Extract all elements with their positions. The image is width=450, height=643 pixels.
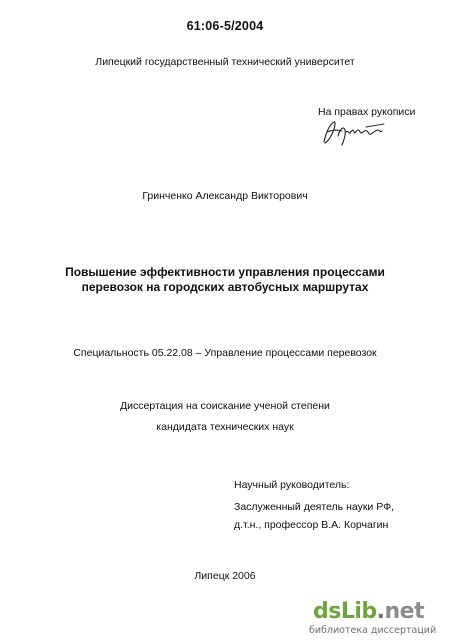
city-year: Липецк 2006 bbox=[194, 570, 256, 582]
dissertation-line1: Диссертация на соискание ученой степени bbox=[120, 400, 330, 412]
university-name: Липецкий государственный технический университет bbox=[95, 56, 355, 68]
thesis-title-line2: перевозок на городских автобусных маршрутах bbox=[81, 280, 369, 294]
rights-note: На правах рукописи bbox=[318, 106, 416, 118]
dissertation-line2: кандидата технических наук bbox=[156, 421, 294, 433]
watermark-tagline: библиотека диссертаций bbox=[309, 625, 437, 636]
thesis-title-line1: Повышение эффективности управления процессами bbox=[65, 265, 385, 279]
thesis-title bbox=[0, 265, 450, 295]
logo-tld: net bbox=[384, 599, 425, 624]
logo-main: dsLib bbox=[313, 599, 377, 624]
author-name: Гринченко Александр Викторович bbox=[142, 190, 308, 202]
advisor-line2: д.т.н., профессор В.А. Корчагин bbox=[234, 519, 389, 531]
logo-dot: . bbox=[376, 599, 385, 624]
document-code: 61:06-5/2004 bbox=[186, 19, 264, 33]
advisor-line1: Заслуженный деятель науки РФ, bbox=[234, 501, 394, 513]
advisor-heading: Научный руководитель: bbox=[234, 479, 350, 491]
signature-icon bbox=[318, 118, 390, 148]
watermark-logo[interactable] bbox=[313, 600, 424, 624]
watermark[interactable] bbox=[305, 600, 445, 640]
specialty: Специальность 05.22.08 – Управление процессами перевозок bbox=[73, 347, 377, 359]
